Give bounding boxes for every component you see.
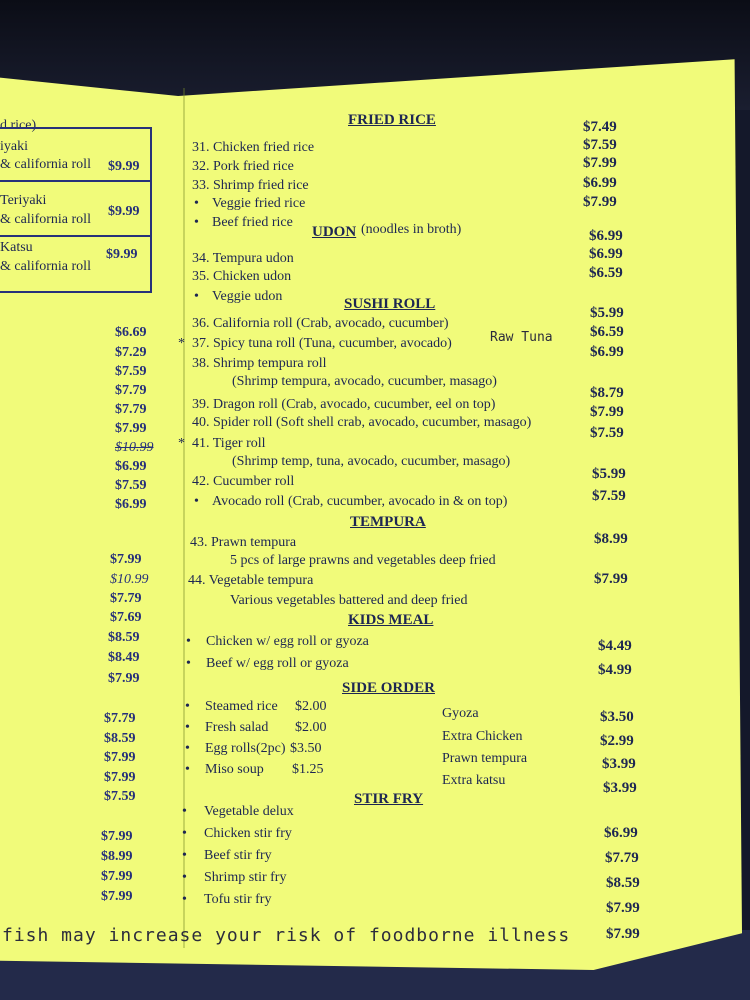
price: $7.59 <box>592 488 626 504</box>
combo-line1: Katsu <box>0 240 33 255</box>
kids-meal-heading: KIDS MEAL <box>348 612 434 628</box>
asterisk: * <box>178 436 185 451</box>
combo-price: $9.99 <box>108 159 140 174</box>
bullet: • <box>194 196 199 211</box>
price: $4.49 <box>598 638 632 654</box>
left-price-handwritten: $10.99 <box>115 440 154 455</box>
price: $6.99 <box>604 825 638 841</box>
menu-item: 41. Tiger roll <box>192 436 266 451</box>
left-price: $8.59 <box>108 630 140 645</box>
left-price: $7.69 <box>110 610 142 625</box>
price: $6.99 <box>590 344 624 360</box>
combo-line2: & california roll <box>0 157 91 172</box>
bullet: • <box>182 848 187 863</box>
menu-item: 42. Cucumber roll <box>192 474 295 489</box>
left-price: $7.99 <box>115 421 147 436</box>
menu-item: Tofu stir fry <box>204 892 272 907</box>
menu-item: Beef fried rice <box>212 215 293 230</box>
udon-note: (noodles in broth) <box>361 222 462 237</box>
menu-item: 44. Vegetable tempura <box>188 573 314 588</box>
left-price: $8.49 <box>108 650 140 665</box>
price: $5.99 <box>590 305 624 321</box>
left-price: $7.59 <box>104 789 136 804</box>
price: $6.99 <box>589 246 623 262</box>
left-price: $7.29 <box>115 345 147 360</box>
bullet: • <box>185 762 190 777</box>
left-price: $6.99 <box>115 497 147 512</box>
combo-divider <box>0 180 150 182</box>
left-price: $7.99 <box>101 869 133 884</box>
stir-fry-heading: STIR FRY <box>354 791 424 807</box>
left-price: $7.99 <box>104 770 136 785</box>
price: $7.79 <box>605 850 639 866</box>
price: $7.99 <box>606 926 640 942</box>
menu-item: Shrimp stir fry <box>204 870 287 885</box>
item-description: 5 pcs of large prawns and vegetables deep fried <box>230 553 496 568</box>
bullet: • <box>194 494 199 509</box>
bullet: • <box>185 720 190 735</box>
bullet: • <box>182 826 187 841</box>
menu-item: Miso soup <box>205 762 264 777</box>
bullet: • <box>186 634 191 649</box>
menu-item: Avocado roll (Crab, cucumber, avocado in & on top) <box>212 494 508 509</box>
price: $5.99 <box>592 466 626 482</box>
left-price: $7.99 <box>101 829 133 844</box>
handwritten-note: Raw Tuna <box>490 330 553 345</box>
price: $4.99 <box>598 662 632 678</box>
menu-item: 31. Chicken fried rice <box>192 140 315 155</box>
left-price: $7.79 <box>115 402 147 417</box>
combo-price: $9.99 <box>108 204 140 219</box>
menu-item: 34. Tempura udon <box>192 251 294 266</box>
left-price: $7.79 <box>110 591 142 606</box>
price: $6.59 <box>590 324 624 340</box>
menu-item: Steamed rice <box>205 699 278 714</box>
price: $7.59 <box>590 425 624 441</box>
price: $3.50 <box>290 741 322 756</box>
menu-item: Extra katsu <box>442 773 506 788</box>
sushi-roll-heading: SUSHI ROLL <box>344 296 436 312</box>
price: $7.99 <box>590 404 624 420</box>
price: $7.99 <box>606 900 640 916</box>
price: $6.99 <box>583 175 617 191</box>
price: $3.99 <box>603 780 637 796</box>
combo-divider <box>0 235 150 237</box>
menu-item: 32. Pork fried rice <box>192 159 294 174</box>
menu-item: 33. Shrimp fried rice <box>192 178 309 193</box>
price: $7.99 <box>594 571 628 587</box>
bullet: • <box>194 289 199 304</box>
menu-item: Extra Chicken <box>442 729 523 744</box>
bullet: • <box>194 215 199 230</box>
menu-item: 36. California roll (Crab, avocado, cucumber) <box>192 316 449 331</box>
bullet: • <box>182 892 187 907</box>
price: $7.99 <box>583 155 617 171</box>
combo-price: $9.99 <box>106 247 138 262</box>
menu-item: Veggie fried rice <box>212 196 306 211</box>
bullet: • <box>185 741 190 756</box>
price: $2.00 <box>295 720 327 735</box>
footer-handwritten-warning: fish may increase your risk of foodborne illness <box>2 925 571 946</box>
bullet: • <box>182 804 187 819</box>
price: $1.25 <box>292 762 324 777</box>
menu-item: Gyoza <box>442 706 479 721</box>
menu-item: Beef w/ egg roll or gyoza <box>206 656 349 671</box>
price: $7.59 <box>583 137 617 153</box>
price: $3.50 <box>600 709 634 725</box>
left-price: $7.99 <box>104 750 136 765</box>
left-price: $8.59 <box>104 731 136 746</box>
bullet: • <box>186 656 191 671</box>
menu-item: 43. Prawn tempura <box>190 535 297 550</box>
price: $6.59 <box>589 265 623 281</box>
left-price: $6.69 <box>115 325 147 340</box>
left-price: $7.59 <box>115 364 147 379</box>
left-price-handwritten: $10.99 <box>110 572 149 587</box>
price: $8.99 <box>594 531 628 547</box>
price: $8.59 <box>606 875 640 891</box>
menu-item: Egg rolls(2pc) <box>205 741 286 756</box>
menu-item: 40. Spider roll (Soft shell crab, avocado, cucumber, masago) <box>192 415 532 430</box>
menu-item: 37. Spicy tuna roll (Tuna, cucumber, avocado) <box>192 336 452 351</box>
left-price: $7.79 <box>115 383 147 398</box>
price: $2.99 <box>600 733 634 749</box>
menu-item: Veggie udon <box>212 289 283 304</box>
left-price: $7.99 <box>101 889 133 904</box>
combo-line1: iyaki <box>0 139 28 154</box>
left-price: $8.99 <box>101 849 133 864</box>
item-description: (Shrimp tempura, avocado, cucumber, masago) <box>232 374 497 389</box>
combo-line2: & california roll <box>0 212 91 227</box>
bullet: • <box>182 870 187 885</box>
left-price: $7.99 <box>108 671 140 686</box>
menu-item: 38. Shrimp tempura roll <box>192 356 327 371</box>
menu-item: Chicken stir fry <box>204 826 292 841</box>
side-order-heading: SIDE ORDER <box>342 680 435 696</box>
menu-item: Fresh salad <box>205 720 269 735</box>
left-price: $7.79 <box>104 711 136 726</box>
price: $7.99 <box>583 194 617 210</box>
price: $3.99 <box>602 756 636 772</box>
menu-item: Vegetable delux <box>204 804 294 819</box>
left-price: $7.99 <box>110 552 142 567</box>
asterisk: * <box>178 336 185 351</box>
menu-item: 39. Dragon roll (Crab, avocado, cucumber, eel on top) <box>192 397 496 412</box>
menu-item: Beef stir fry <box>204 848 272 863</box>
left-price: $7.59 <box>115 478 147 493</box>
price: $8.79 <box>590 385 624 401</box>
combo-line2: & california roll <box>0 259 91 274</box>
menu-item: Chicken w/ egg roll or gyoza <box>206 634 369 649</box>
price: $6.99 <box>589 228 623 244</box>
bullet: • <box>185 699 190 714</box>
fried-rice-heading: FRIED RICE <box>348 112 436 128</box>
item-description: Various vegetables battered and deep fried <box>230 593 468 608</box>
left-price: $6.99 <box>115 459 147 474</box>
combo-line1: Teriyaki <box>0 193 47 208</box>
udon-heading: UDON <box>312 224 357 240</box>
tempura-heading: TEMPURA <box>350 514 426 530</box>
item-description: (Shrimp temp, tuna, avocado, cucumber, masago) <box>232 454 511 469</box>
left-header: d rice) <box>0 118 37 133</box>
menu-item: Prawn tempura <box>442 751 528 766</box>
price: $2.00 <box>295 699 327 714</box>
menu-item: 35. Chicken udon <box>192 269 292 284</box>
price: $7.49 <box>583 119 617 135</box>
